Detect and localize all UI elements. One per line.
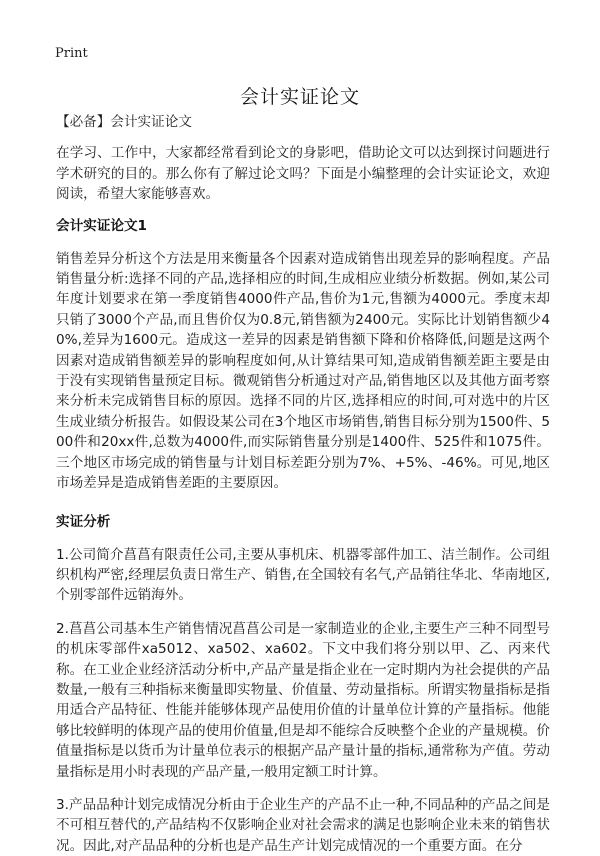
section1-paragraph: 销售差异分析这个方法是用来衡量各个因素对造成销售出现差异的影响程度。产品销售量分析:选择不同的产品,选择相应的时间,生成相应业绩分析数据。例如,某公司年度计划要求在第一季度销售4000件产品,售价为1元,售额为4000元。季度末却只销了3000个产品,而且售价仅为0.8元,销售额为2400元。实际比计划销售额少40%,差异为1600元。造成这一差异的因素是销售额下降和价格降低,问题是这两个因素对造成销售额差异的影响程度如何,从计算结果可知,造成销售额差距主要是由于没有实现销售量预定目标。微观销售分析通过对产品,销售地区以及其他方面考察来分析未完成销售目标的原因。选择不同的片区,选择相应的时间,可对选中的片区生成业绩分析报告。如假设某公司在3个地区市场销售,销售目标分别为1500件、500件和20xx件,总数为4000件,而实际销售量分别是1400件、525件和1075件。三个地区市场完成的销售量与计划目标差距分别为7%、+5%、-46%。可见,地区市场差异是造成销售差距的主要原因。 <box>56 250 550 492</box>
section-heading-1: 会计实证论文1 <box>56 217 148 234</box>
print-link[interactable]: Print <box>55 46 88 61</box>
section2-paragraph-2: 2.菖菖公司基本生产销售情况菖菖公司是一家制造业的企业,主要生产三种不同型号的机床零部件xa5012、xa502、xa602。下文中我们将分别以甲、乙、丙来代称。在工业企业经济活动分析中,产品产量是指企业在一定时期内为社会提供的产品数量,一般有三种指标来衡量即实物量、价值量、劳动量指标。所谓实物量指标是指用适合产品特征、性能并能够体现产品使用价值的计量单位计算的产量指标。他能够比较鲜明的体现产品的使用价值量,但是却不能综合反映整个企业的产量规模。价值量指标是以货币为计量单位表示的根据产品产量计量的指标,通常称为产值。劳动量指标是用小时表现的产品产量,一般用定额工时计算。 <box>56 620 550 780</box>
section-heading-2: 实证分析 <box>56 513 111 530</box>
section2-paragraph-1: 1.公司简介菖菖有限责任公司,主要从事机床、机器零部件加工、洁兰制作。公司组织机构严密,经理层负责日常生产、销售,在全国较有名气,产品销往华北、华南地区,个别零部件远销海外。 <box>56 546 550 604</box>
intro-paragraph: 在学习、工作中，大家都经常看到论文的身影吧，借助论文可以达到探讨问题进行学术研究的目的。那么你有了解过论文吗？下面是小编整理的会计实证论文，欢迎阅读，希望大家能够喜欢。 <box>56 145 550 203</box>
intro-tag-line: 【必备】会计实证论文 <box>56 114 192 130</box>
page-title: 会计实证论文 <box>239 86 360 108</box>
article-body <box>56 112 550 856</box>
section2-paragraph-3: 3.产品品种计划完成情况分析由于企业生产的产品不止一种,不同品种的产品之间是不可相互替代的,产品结构不仅影响企业对社会需求的满足也影响企业未来的销售状况。因此,对产品品种的分析也是产品生产计划完成情况的一个重要方面。在分 <box>56 796 550 854</box>
